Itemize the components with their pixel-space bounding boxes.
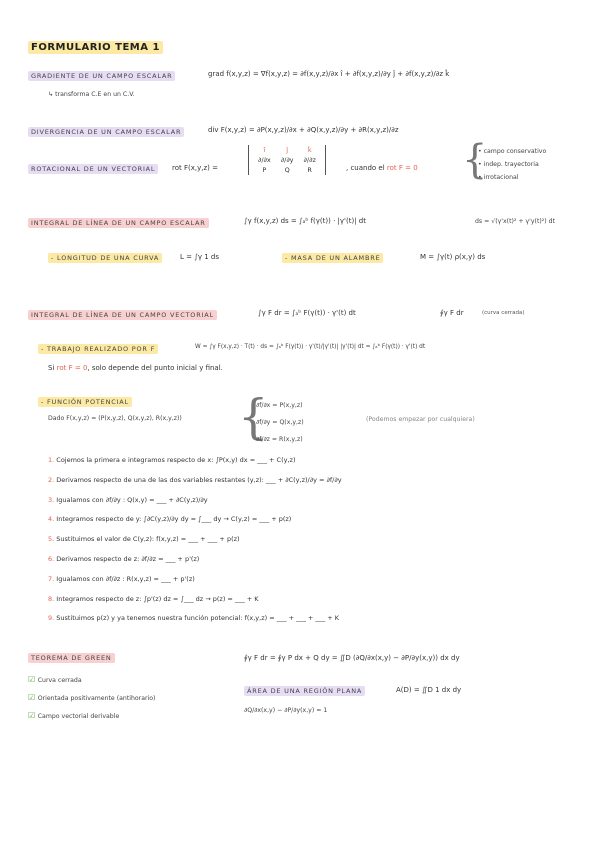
longitud-formula: L = ∫γ 1 ds	[180, 253, 219, 261]
gradiente-note: ↳ transforma C.E en un C.V.	[48, 91, 135, 98]
green-condition	[28, 689, 155, 707]
integral-escalar-label: INTEGRAL DE LÍNEA DE UN CAMPO ESCALAR	[28, 219, 209, 227]
potencial-step	[48, 491, 342, 511]
rotacional-label: ROTACIONAL DE UN VECTORIAL	[28, 165, 158, 173]
system-eq-y: ∂f/∂y = Q(x,y,z)	[256, 419, 304, 426]
green-checks	[28, 671, 155, 725]
step-text: Derivamos respecto de z: ∂f/∂z = ___ + p'(z)	[56, 554, 200, 563]
matrix-row	[253, 145, 321, 155]
longitud-label: - LONGITUD DE UNA CURVA	[48, 254, 162, 262]
divergencia-formula: div F(x,y,z) = ∂P(x,y,z)/∂x + ∂Q(x,y,z)/∂y + ∂R(x,y,z)/∂z	[208, 126, 399, 134]
area-condition: ∂Q/∂x(x,y) − ∂P/∂y(x,y) = 1	[244, 707, 328, 714]
step-number: 3.	[48, 495, 55, 504]
potencial-brace: {	[238, 389, 269, 445]
matrix-cell: ∂/∂y	[280, 156, 294, 164]
masa-formula: M = ∫γ(t) ρ(x,y) ds	[420, 253, 486, 261]
matrix-cell: R	[307, 166, 312, 174]
step-number: 8.	[48, 594, 55, 603]
area-label: ÁREA DE UNA REGIÓN PLANA	[244, 687, 365, 695]
potencial-step	[48, 530, 342, 550]
step-text: Igualamos con ∂f/∂z : R(x,y,z) = ___ + p'(z)	[56, 574, 195, 583]
prop-independencia: • indep. trayectoria	[478, 161, 539, 168]
step-number: 2.	[48, 475, 55, 484]
potencial-step	[48, 451, 342, 471]
potencial-step	[48, 609, 342, 629]
checkbox-icon: ☑	[28, 693, 38, 702]
rotacional-condition: , cuando el rot F = 0	[346, 164, 418, 172]
prop-conservativo: • campo conservativo	[478, 148, 547, 155]
area-formula: A(D) = ∬D 1 dx dy	[396, 686, 462, 694]
integral-vectorial-label: INTEGRAL DE LÍNEA DE UN CAMPO VECTORIAL	[28, 311, 217, 319]
green-condition-text: Campo vectorial derivable	[37, 713, 120, 720]
step-number: 4.	[48, 515, 55, 524]
step-number: 5.	[48, 535, 55, 544]
potencial-step	[48, 510, 342, 530]
checkbox-icon: ☑	[28, 675, 38, 684]
matrix-cell: Q	[284, 166, 290, 174]
checkbox-icon: ☑	[28, 711, 38, 720]
potencial-system	[256, 397, 304, 448]
matrix-cell: î	[263, 146, 266, 154]
rotacional-brace: {	[462, 137, 488, 183]
divergencia-label: DIVERGENCIA DE UN CAMPO ESCALAR	[28, 128, 184, 136]
matrix-cell: ĵ	[286, 146, 289, 154]
potencial-step	[48, 570, 342, 590]
step-text: Integramos respecto de z: ∫p'(z) dz = ∫___ dz → p(z) = ___ + K	[56, 594, 259, 603]
potencial-steps	[48, 451, 342, 629]
step-number: 1.	[48, 456, 55, 464]
closed-note: (curva cerrada)	[482, 310, 525, 316]
rotacional-lhs: rot F(x,y,z) =	[172, 164, 218, 172]
masa-label: - MASA DE UN ALAMBRE	[282, 254, 383, 262]
matrix-row	[253, 155, 321, 165]
potencial-step	[48, 590, 342, 610]
green-formula: ∮γ F dr = ∮γ P dx + Q dy = ∬D (∂Q/∂x(x,y) − ∂P/∂y(x,y)) dx dy	[244, 654, 460, 662]
green-condition	[28, 671, 155, 689]
integral-vectorial-formula: ∫γ F dr = ∫ₐᵇ F(γ(t)) · γ'(t) dt	[258, 309, 356, 317]
green-condition	[28, 707, 155, 725]
step-text: Integramos respecto de y: ∫∂C(y,z)/∂y dy = ∫___ dy → C(y,z) = ___ + p(z)	[56, 515, 292, 524]
trabajo-label: - TRABAJO REALIZADO POR F	[38, 345, 158, 353]
step-number: 6.	[48, 554, 55, 563]
matrix-cell: ∂/∂x	[258, 156, 271, 164]
matrix-cell: P	[262, 166, 267, 174]
rotacional-props	[478, 145, 546, 184]
step-text: Sustituimos p(z) y ya tenemos nuestra función potencial: f(x,y,z) = ___ + ___ + ___ + K	[56, 614, 339, 623]
potencial-dado: Dado F(x,y,z) = (P(x,y,z), Q(x,y,z), R(x,y,z))	[48, 415, 182, 422]
page-title: FORMULARIO TEMA 1	[28, 42, 163, 53]
matrix-cell: k̂	[307, 146, 312, 154]
green-condition-text: Curva cerrada	[37, 677, 82, 684]
ds-formula: ds = √(γ'x(t)² + γ'y(t)²) dt	[475, 218, 555, 225]
step-text: Cojemos la primera e integramos respecto de x: ∫P(x,y) dx = ___ + C(y,z)	[56, 456, 296, 464]
potencial-step	[48, 471, 342, 491]
step-text: Igualamos con ∂f/∂y : Q(x,y) = ___ + ∂C(y,z)/∂y	[56, 495, 208, 504]
system-eq-z: ∂f/∂z = R(x,y,z)	[256, 436, 303, 443]
potencial-step	[48, 550, 342, 570]
potencial-label: - FUNCIÓN POTENCIAL	[38, 398, 132, 406]
potencial-note: (Podemos empezar por cualquiera)	[366, 416, 475, 423]
step-text: Sustituimos el valor de C(y,z): f(x,y,z) = ___ + ___ + p(z)	[56, 535, 240, 544]
step-text: Derivamos respecto de una de las dos variables restantes (y,z): ___ + ∂C(y,z)/∂y = ∂f/∂y	[56, 475, 342, 484]
system-eq-x: ∂f/∂x = P(x,y,z)	[256, 402, 303, 409]
step-number: 7.	[48, 574, 55, 583]
green-condition-text: Orientada positivamente (antihorario)	[37, 695, 156, 702]
green-label: TEOREMA DE GREEN	[28, 654, 115, 662]
trabajo-condition: Si rot F = 0, solo depende del punto inicial y final.	[48, 364, 223, 372]
matrix-row	[253, 165, 321, 175]
prop-irrotacional: • irrotacional	[478, 174, 519, 181]
step-number: 9.	[48, 614, 55, 623]
trabajo-formula: W = ∫γ F(x,y,z) · T(t) · ds = ∫ₐᵇ F(γ(t)) · γ'(t)/|γ'(t)| |γ'(t)| dt = ∫ₐᵇ F(γ(t)) · γ'(t) dt	[195, 344, 426, 350]
closed-integral: ∮γ F dr	[440, 309, 464, 317]
gradiente-formula: grad f(x,y,z) = ∇f(x,y,z) = ∂f(x,y,z)/∂x î + ∂f(x,y,z)/∂y ĵ + ∂f(x,y,z)/∂z k̂	[208, 70, 450, 78]
gradiente-label: GRADIENTE DE UN CAMPO ESCALAR	[28, 72, 175, 80]
matrix-cell: ∂/∂z	[303, 156, 316, 164]
rotacional-matrix	[248, 145, 326, 175]
integral-escalar-formula: ∫γ f(x,y,z) ds = ∫ₐᵇ f(γ(t)) · |γ'(t)| dt	[244, 217, 366, 225]
